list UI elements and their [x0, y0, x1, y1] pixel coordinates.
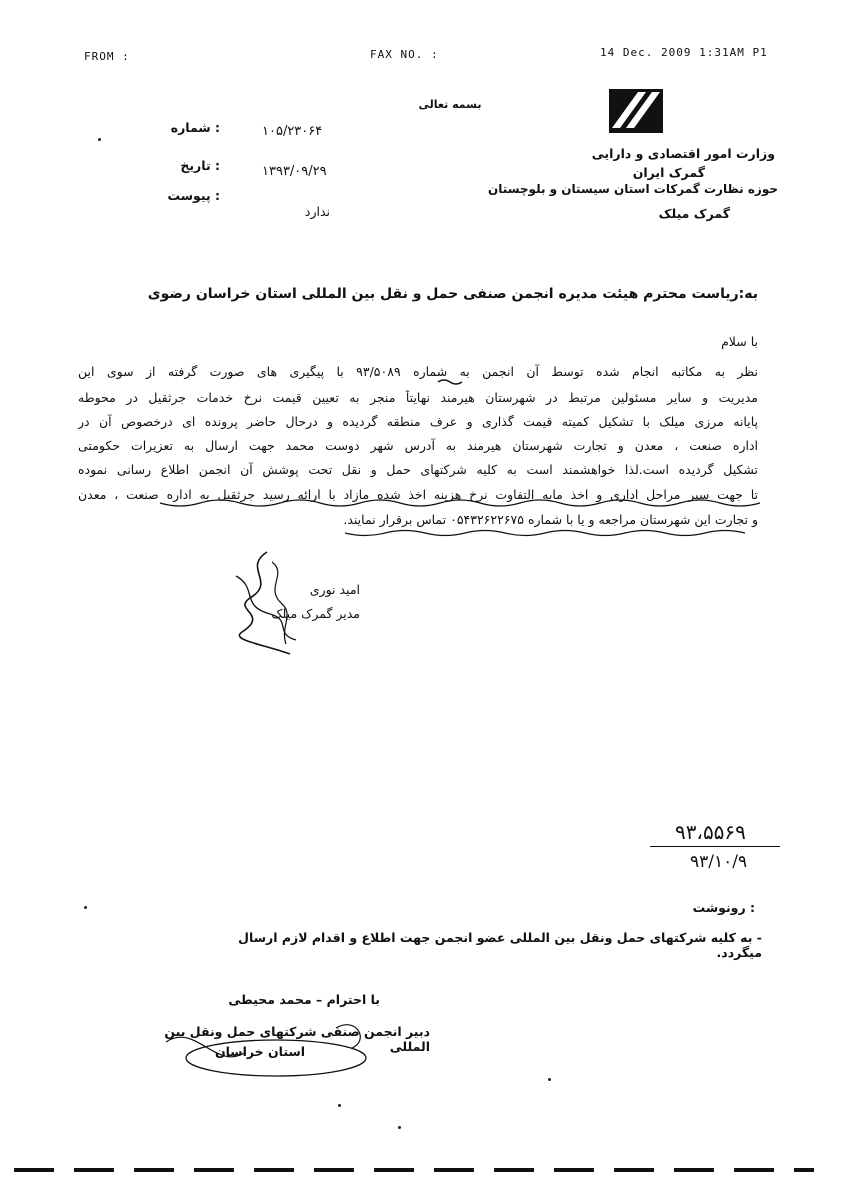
- signer-name: امید نوری: [309, 582, 360, 597]
- attachment-label: : پیوست: [167, 188, 220, 203]
- body-line: نظر به مکاتبه انجام شده توسط آن انجمن به شماره ۹۳/۵۰۸۹ با پیگیری های صورت گرفته از سوی این: [78, 364, 758, 379]
- scan-edge-dashes: [14, 1168, 814, 1172]
- handwritten-number: ۹۳،۵۵۶۹: [675, 820, 746, 844]
- ministry-name: وزارت امور اقتصادی و دارایی: [591, 146, 775, 161]
- basmala: بسمه تعالی: [418, 98, 482, 111]
- body-line: و تجارت این شهرستان مراجعه و یا با شماره ۰۵۴۳۲۶۲۲۶۷۵ تماس برقرار نمایند.: [343, 512, 758, 527]
- scan-speck: [98, 138, 101, 141]
- sender-role: دبیر انجمن صنفی شرکتهای حمل ونقل بین المللی: [164, 1024, 430, 1054]
- body-line: مدیریت و سایر مسئولین مرتبط در شهرستان هیرمند نهایتاً منجر به تعیین قیمت نرخ خدمات جرثقیل در محوطه: [78, 390, 758, 405]
- closing-regards: با احترام – محمد محیطی: [228, 992, 380, 1007]
- scan-speck: [398, 1126, 401, 1129]
- cc-label: : رونوشت: [692, 900, 755, 915]
- customs-name: گمرک ایران: [632, 165, 705, 180]
- number-label: : شماره: [170, 120, 220, 135]
- scan-speck: [338, 1104, 341, 1107]
- body-line: تا جهت سیر مراحل اداری و اخذ مابه التفاوت نرخ هزینه اخذ شده مازاد با ارائه رسید جرثقیل به اداره صنعت ، معدن: [78, 487, 758, 502]
- sender-province: استان خراسان: [214, 1044, 306, 1059]
- fax-datetime: 14 Dec. 2009 1:31AM P1: [600, 46, 768, 59]
- greeting: با سلام: [721, 334, 758, 349]
- body-line: پایانه مرزی میلک با تشکیل کمیته قیمت گذاری و عرف منطقه گردیده و درحال حاضر پرونده ای درخصوص آن در: [78, 414, 758, 429]
- fax-number: FAX NO. :: [370, 48, 439, 61]
- closing-signature: [156, 1012, 416, 1086]
- body-line: تشکیل گردیده است.لذا خواهشمند است به کلیه شرکتهای حمل و نقل تحت پوشش آن انجمن اطلاع رسانی نموده: [78, 462, 758, 477]
- letter-number: ۱۰۵/۲۳۰۶۴: [262, 124, 323, 139]
- scan-speck: [84, 906, 87, 909]
- handwritten-rule: [650, 846, 780, 847]
- signer-title: مدیر گمرک میلک: [271, 606, 360, 621]
- supervision-name: حوزه نظارت گمرکات استان سیستان و بلوچستان: [488, 182, 778, 196]
- fax-from: FROM :: [84, 50, 130, 63]
- body-line: اداره صنعت ، معدن و تجارت شهرستان هیرمند به آدرس شهر دوست محمد جهت ارسال به تعزیرات حکومتی: [78, 438, 758, 453]
- letter-date: ۱۳۹۳/۰۹/۲۹: [262, 164, 327, 179]
- date-label: : تاریخ: [180, 158, 220, 173]
- attachment-value: ندارد: [304, 204, 330, 219]
- cc-text: - به کلیه شرکتهای حمل ونقل بین المللی عضو انجمن جهت اطلاع و اقدام لازم ارسال میگردد.: [238, 930, 762, 960]
- handwritten-date: ۹۳/۱۰/۹: [690, 852, 748, 872]
- office-name: گمرک میلک: [658, 206, 730, 221]
- scan-speck: [548, 1078, 551, 1081]
- recipient: به:ریاست محترم هیئت مدیره انجمن صنفی حمل و نقل بین المللی استان خراسان رضوی: [147, 286, 758, 302]
